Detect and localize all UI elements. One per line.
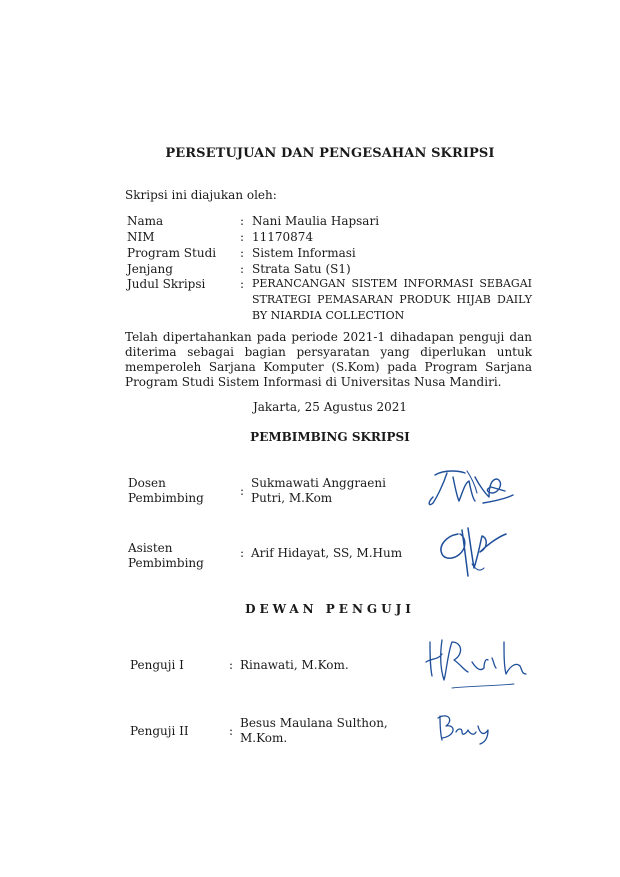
field-colon: : <box>240 246 245 260</box>
row-colon: : <box>240 546 245 560</box>
penguji-value-2: Besus Maulana Sulthon, M.Kom. <box>240 716 388 745</box>
field-value-program-studi: Sistem Informasi <box>252 246 356 260</box>
field-label-jenjang: Jenjang <box>127 262 173 276</box>
row-colon: : <box>229 658 234 672</box>
pembimbing-label-asisten: Asisten Pembimbing <box>128 541 204 570</box>
row-colon: : <box>229 724 234 738</box>
page-title: PERSETUJUAN DAN PENGESAHAN SKRIPSI <box>165 146 495 161</box>
field-colon: : <box>240 230 245 244</box>
field-value-judul-skripsi: PERANCANGAN SISTEM INFORMASI SEBAGAI STRATEGI PEMASARAN PRODUK HIJAB DAILY BY NIARDIA COLLECTION <box>252 277 532 322</box>
field-value-nama: Nani Maulia Hapsari <box>252 214 380 228</box>
place-date: Jakarta, 25 Agustus 2021 <box>252 400 408 414</box>
intro-text: Skripsi ini diajukan oleh: <box>125 188 277 202</box>
pembimbing-label-dosen: Dosen Pembimbing <box>128 476 204 505</box>
signature-dosen-pembimbing-icon <box>425 463 515 513</box>
field-colon: : <box>240 262 245 276</box>
penguji-label-1: Penguji I <box>130 658 184 672</box>
statement-paragraph: Telah dipertahankan pada periode 2021-1 dihadapan penguji dan diterima sebagai bagian persyaratan yang diperlukan untuk memperoleh Sarjana Komputer (S.Kom) pada Program Sarjana Program Studi Sistem Informasi di Universitas Nusa Mandiri. <box>125 330 532 389</box>
field-label-judul-skripsi: Judul Skripsi <box>127 277 206 291</box>
field-colon: : <box>240 214 245 228</box>
field-label-program-studi: Program Studi <box>127 246 217 260</box>
field-colon: : <box>240 277 245 291</box>
field-value-jenjang: Strata Satu (S1) <box>252 262 351 276</box>
signature-penguji-1-icon <box>422 632 532 692</box>
field-label-nim: NIM <box>127 230 155 244</box>
signature-asisten-pembimbing-icon <box>428 520 510 582</box>
penguji-label-2: Penguji II <box>130 724 189 738</box>
penguji-heading: DEWAN PENGUJI <box>245 602 415 616</box>
pembimbing-value-asisten: Arif Hidayat, SS, M.Hum <box>251 546 403 560</box>
row-colon: : <box>240 484 245 498</box>
field-label-nama: Nama <box>127 214 164 228</box>
pembimbing-value-dosen: Sukmawati Anggraeni Putri, M.Kom <box>251 476 386 505</box>
pembimbing-heading: PEMBIMBING SKRIPSI <box>250 430 410 444</box>
field-value-nim: 11170874 <box>252 230 314 244</box>
signature-penguji-2-icon <box>432 710 496 746</box>
penguji-value-1: Rinawati, M.Kom. <box>240 658 349 672</box>
